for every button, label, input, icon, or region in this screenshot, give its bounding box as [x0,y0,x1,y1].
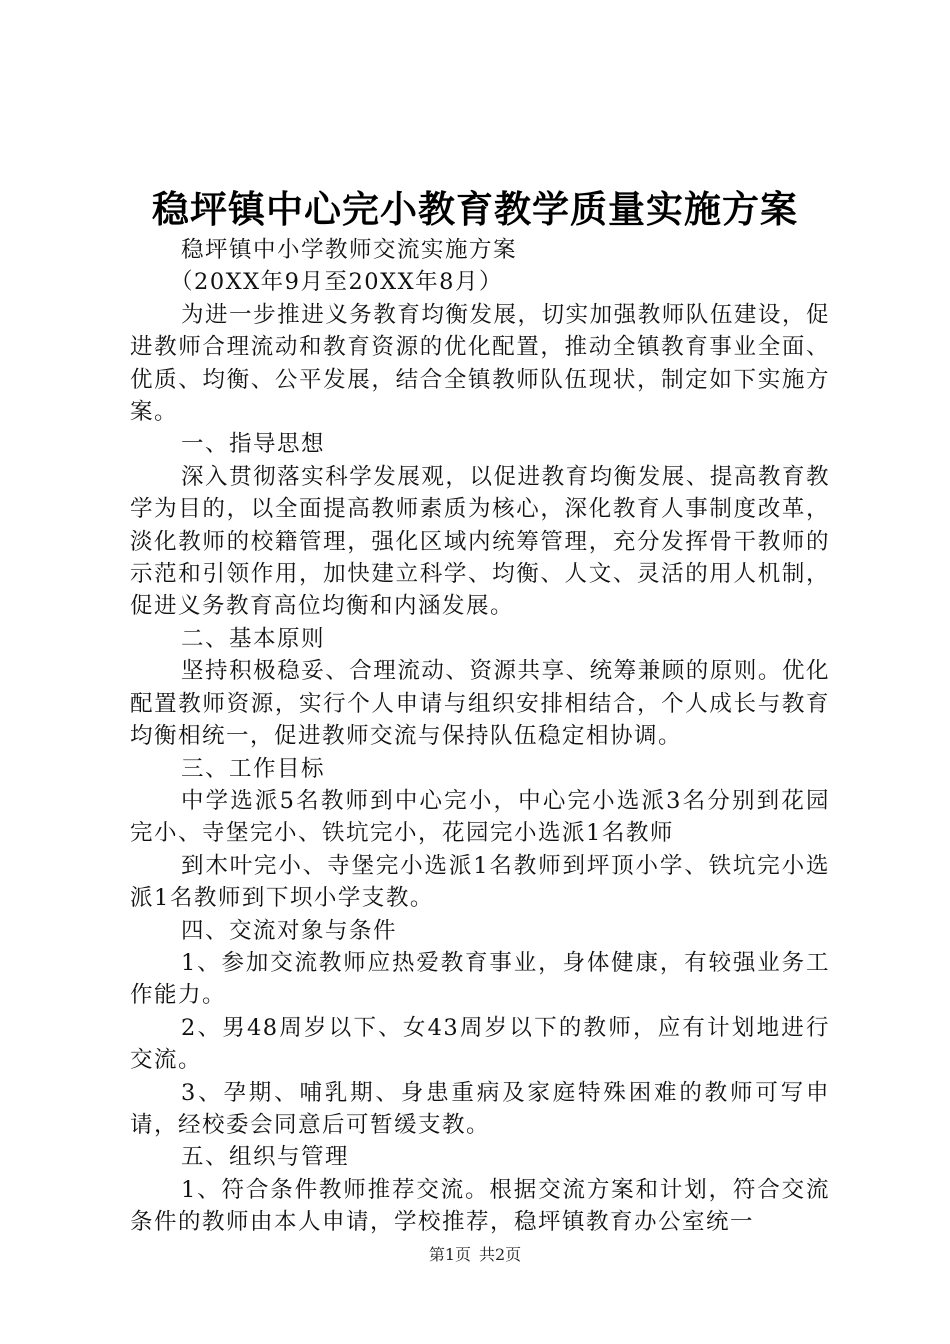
paragraph-condition-3: 3、孕期、哺乳期、身患重病及家庭特殊困难的教师可写申请，经校委会同意后可暂缓支教。 [130,1079,830,1138]
section-heading-1: 一、指导思想 [181,431,326,458]
paragraph-condition-1: 1、参加交流教师应热爱教育事业，身体健康，有较强业务工作能力。 [130,949,830,1009]
document-body [130,234,830,1239]
paragraph-work-goals-1: 中学选派5名教师到中心完小，中心完小选派3名分别到花园完小、寺堡完小、铁坑完小，花园完小选派1名教师 [130,787,830,847]
section-heading-5: 五、组织与管理 [181,1144,350,1171]
page-footer [0,1244,950,1266]
paragraph-guiding-thought: 深入贯彻落实科学发展观，以促进教育均衡发展、提高教育教学为目的，以全面提高教师素质为核心，深化教育人事制度改革，淡化教师的校籍管理，强化区域内统筹管理，充分发挥骨干教师的示范和引领作用，加快建立科学、均衡、人文、灵活的用人机制，促进义务教育高位均衡和内涵发展。 [130,463,830,620]
section-heading-4: 四、交流对象与条件 [181,917,398,944]
paragraph-management-1: 1、符合条件教师推荐交流。根据交流方案和计划，符合交流条件的教师由本人申请，学校推荐，稳坪镇教育办公室统一 [130,1176,830,1236]
paragraph-work-goals-2: 到木叶完小、寺堡完小选派1名教师到坪顶小学、铁坑完小选派1名教师到下坝小学支教。 [130,852,830,912]
paragraph-basic-principles: 坚持积极稳妥、合理流动、资源共享、统筹兼顾的原则。优化配置教师资源，实行个人申请与组织安排相结合，个人成长与教育均衡相统一，促进教师交流与保持队伍稳定相协调。 [130,658,830,750]
paragraph-condition-2: 2、男48周岁以下、女43周岁以下的教师，应有计划地进行交流。 [130,1014,830,1074]
section-heading-3: 三、工作目标 [181,755,326,782]
page-number-current: 第1页 [428,1245,471,1264]
paragraph-intro: 为进一步推进义务教育均衡发展，切实加强教师队伍建设，促进教师合理流动和教育资源的优化配置，推动全镇教育事业全面、优质、均衡、公平发展，结合全镇教师队伍现状，制定如下实施方案。 [130,301,830,426]
document-subtitle: 稳坪镇中小学教师交流实施方案 [181,237,518,263]
document-date-range: （20XX年9月至20XX年8月） [170,269,503,296]
document-title: 稳坪镇中心完小教育教学质量实施方案 [152,187,798,231]
page-number-total: 共2页 [479,1245,522,1264]
section-heading-2: 二、基本原则 [181,625,326,652]
